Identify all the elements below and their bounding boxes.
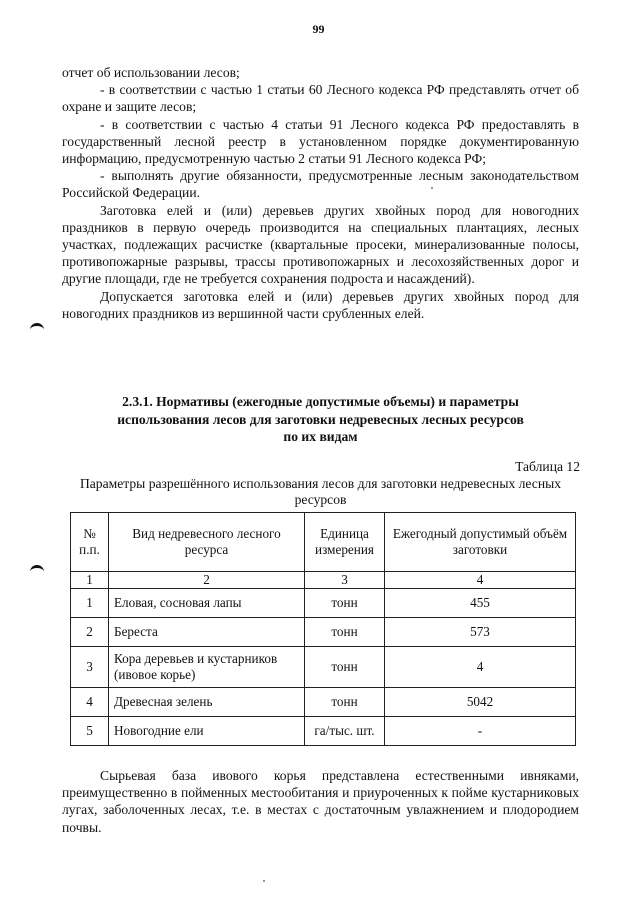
row-number: 4 [71, 688, 109, 717]
row-number: 5 [71, 717, 109, 746]
row-number: 3 [71, 647, 109, 688]
row-resource: Береста [109, 618, 305, 647]
section-heading [62, 393, 579, 446]
row-volume: 455 [385, 589, 576, 618]
paragraph-other-duties: - выполнять другие обязанности, предусмотренные лесным законодательством Российской Федерации. [62, 168, 579, 201]
row-volume: 4 [385, 647, 576, 688]
row-resource: Еловая, сосновая лапы [109, 589, 305, 618]
scan-speck [431, 187, 433, 189]
row-resource: Древесная зелень [109, 688, 305, 717]
column-number: 2 [109, 572, 305, 589]
column-number: 4 [385, 572, 576, 589]
section-heading-line-1: 2.3.1. Нормативы (ежегодные допустимые объемы) и параметры [122, 394, 519, 409]
scan-speck [263, 880, 265, 882]
table-row [71, 618, 576, 647]
header-resource: Вид недревесного лесного ресурса [109, 513, 305, 572]
section-heading-line-2: использования лесов для заготовки недревесных лесных ресурсов [117, 411, 524, 427]
row-number: 2 [71, 618, 109, 647]
table-number: Таблица 12 [515, 459, 580, 474]
paragraph-article-91: - в соответствии с частью 4 статьи 91 Лесного кодекса РФ предоставлять в государственный лесной реестр в установленном порядке документированную информацию, предусмотренную частью 2 статьи 91 Лесного кодекса РФ; [62, 116, 579, 167]
page-number: 99 [312, 22, 325, 36]
header-volume: Ежегодный допустимый объём заготовки [385, 513, 576, 572]
row-unit: тонн [305, 618, 385, 647]
table-row [71, 688, 576, 717]
table-caption: Параметры разрешённого использования лесов для заготовки недревесных лесных ресурсов [79, 476, 562, 507]
row-volume: 573 [385, 618, 576, 647]
row-number: 1 [71, 589, 109, 618]
header-number: № п.п. [71, 513, 109, 572]
paragraph-fir-harvest: Заготовка елей и (или) деревьев других хвойных пород для новогодних праздников в первую очередь производится на специальных плантациях, лесных участках, подлежащих расчистке (квартальные просеки, минерализованные полосы, противопожарные разрывы, трассы противопожарных и лесохозяйственных дорог и другие площади, где не требуется сохранения подроста и насаждений). [62, 202, 579, 287]
paragraph-fir-tops: Допускается заготовка елей и (или) деревьев других хвойных пород для новогодних праздников из вершинной части срубленных елей. [62, 288, 579, 321]
paragraph-article-60: - в соответствии с частью 1 статьи 60 Лесного кодекса РФ представлять отчет об охране и защите лесов; [62, 82, 579, 115]
row-unit: тонн [305, 647, 385, 688]
row-unit: тонн [305, 589, 385, 618]
binder-hole-mark [30, 565, 44, 574]
header-unit: Единица измерения [305, 513, 385, 572]
row-unit: га/тыс. шт. [305, 717, 385, 746]
row-volume: 5042 [385, 688, 576, 717]
row-resource: Кора деревьев и кустарников (ивовое корье) [109, 647, 305, 688]
column-number: 1 [71, 572, 109, 589]
binder-hole-mark [30, 323, 44, 332]
table-row [71, 647, 576, 688]
table-row [71, 717, 576, 746]
paragraph-report-use: отчет об использовании лесов; [62, 65, 240, 80]
intro-text [62, 64, 579, 322]
row-unit: тонн [305, 688, 385, 717]
table-row [71, 589, 576, 618]
row-volume: - [385, 717, 576, 746]
closing-text [62, 767, 579, 836]
non-timber-resources-table [70, 512, 576, 746]
column-number: 3 [305, 572, 385, 589]
paragraph-willow-bark: Сырьевая база ивового корья представлена естественными ивняками, преимущественно в пойменных местообитания и приуроченных к пойме кустарниковых лугах, заболоченных лесах, т.е. в местах с достаточным увлажнением и плодородием почвы. [62, 768, 579, 835]
row-resource: Новогодние ели [109, 717, 305, 746]
section-heading-line-3: по их видам [283, 429, 358, 444]
table-header-row [71, 513, 576, 572]
column-number-row [71, 572, 576, 589]
